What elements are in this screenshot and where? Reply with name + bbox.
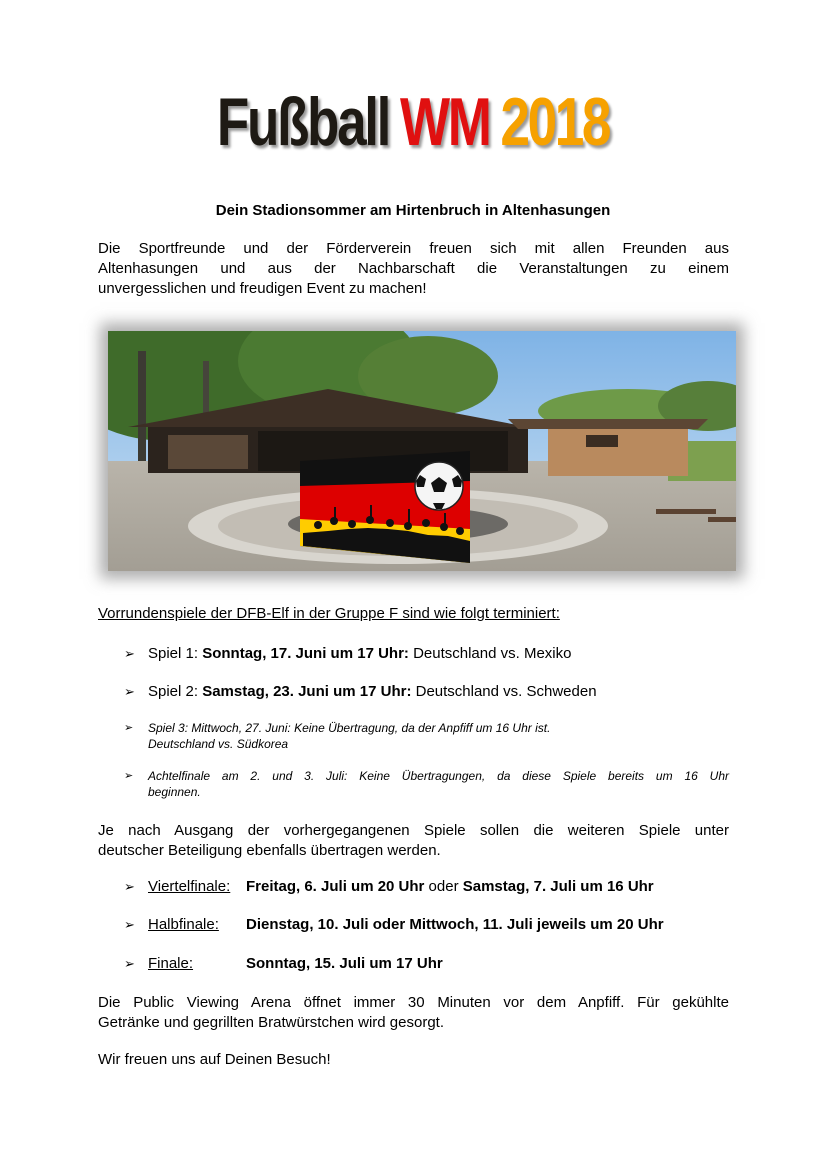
round-date: Sonntag, 15. Juli um 17 Uhr: [246, 955, 443, 972]
round-conjunction: oder: [424, 878, 463, 895]
note-line-2: beginnen.: [148, 785, 201, 799]
game-date: Sonntag, 17. Juni um 17 Uhr:: [202, 645, 409, 662]
subtitle: Dein Stadionsommer am Hirtenbruch in Altenhasungen: [215, 202, 611, 219]
game-match: Deutschland vs. Mexiko: [408, 645, 572, 662]
stadium-photo-illustration: [108, 331, 736, 571]
note-line-2: Deutschland vs. Südkorea: [148, 737, 289, 751]
round-label: Finale:: [148, 955, 194, 972]
page-headline: [91, 84, 735, 160]
stadium-photo: [108, 331, 736, 571]
round-date: Dienstag, 10. Juli oder Mittwoch, 11. Juli jeweils um 20 Uhr: [246, 916, 664, 933]
round-label: Halbfinale:: [148, 916, 219, 933]
headline-fussball: Fußball: [216, 84, 390, 160]
intro-line-1: Die Sportfreunde und der Förderverein freuen sich mit allen Freunden aus: [98, 240, 729, 257]
arrow-bullet-icon: ➢: [124, 956, 135, 971]
arrow-bullet-icon: ➢: [124, 684, 135, 699]
farewell-text: Wir freuen uns auf Deinen Besuch!: [98, 1051, 331, 1068]
intro-line-2: Altenhasungen und aus der Nachbarschaft die Veranstaltungen zu einem: [98, 260, 729, 277]
arrow-bullet-icon: ➢: [124, 646, 135, 661]
group-stage-heading: Vorrundenspiele der DFB-Elf in der Gruppe F sind wie folgt terminiert:: [98, 605, 560, 622]
round-date-2: Samstag, 7. Juli um 16 Uhr: [462, 878, 654, 895]
arrow-bullet-icon: ➢: [124, 879, 135, 894]
arrow-bullet-icon: ➢: [124, 722, 134, 734]
game-date: Samstag, 23. Juni um 17 Uhr:: [202, 683, 412, 700]
game-match: Deutschland vs. Schweden: [411, 683, 597, 700]
intro-line-3: unvergesslichen und freudigen Event zu machen!: [98, 280, 427, 297]
closing-line-1: Die Public Viewing Arena öffnet immer 30 Minuten vor dem Anpfiff. Für gekühlte: [98, 994, 729, 1011]
closing-line-2: Getränke und gegrillten Bratwürstchen wird gesorgt.: [98, 1014, 445, 1031]
game-prefix: Spiel 2:: [148, 683, 203, 700]
headline-wm: WM: [399, 84, 490, 160]
arrow-bullet-icon: ➢: [124, 917, 135, 932]
headline-year: 2018: [500, 84, 610, 160]
round-date-1: Freitag, 6. Juli um 20 Uhr: [246, 878, 425, 895]
note-line-1: Achtelfinale am 2. und 3. Juli: Keine Übertragungen, da diese Spiele bereits um 16 Uhr: [148, 769, 729, 783]
knockout-intro-line-2: deutscher Beteiligung ebenfalls übertragen werden.: [98, 842, 441, 859]
round-label: Viertelfinale:: [148, 878, 231, 895]
note-line-1: Spiel 3: Mittwoch, 27. Juni: Keine Übertragung, da der Anpfiff um 16 Uhr ist.: [148, 721, 551, 735]
arrow-bullet-icon: ➢: [124, 770, 134, 782]
knockout-intro-line-1: Je nach Ausgang der vorhergegangenen Spiele sollen die weiteren Spiele unter: [98, 822, 729, 839]
game-prefix: Spiel 1:: [148, 645, 203, 662]
